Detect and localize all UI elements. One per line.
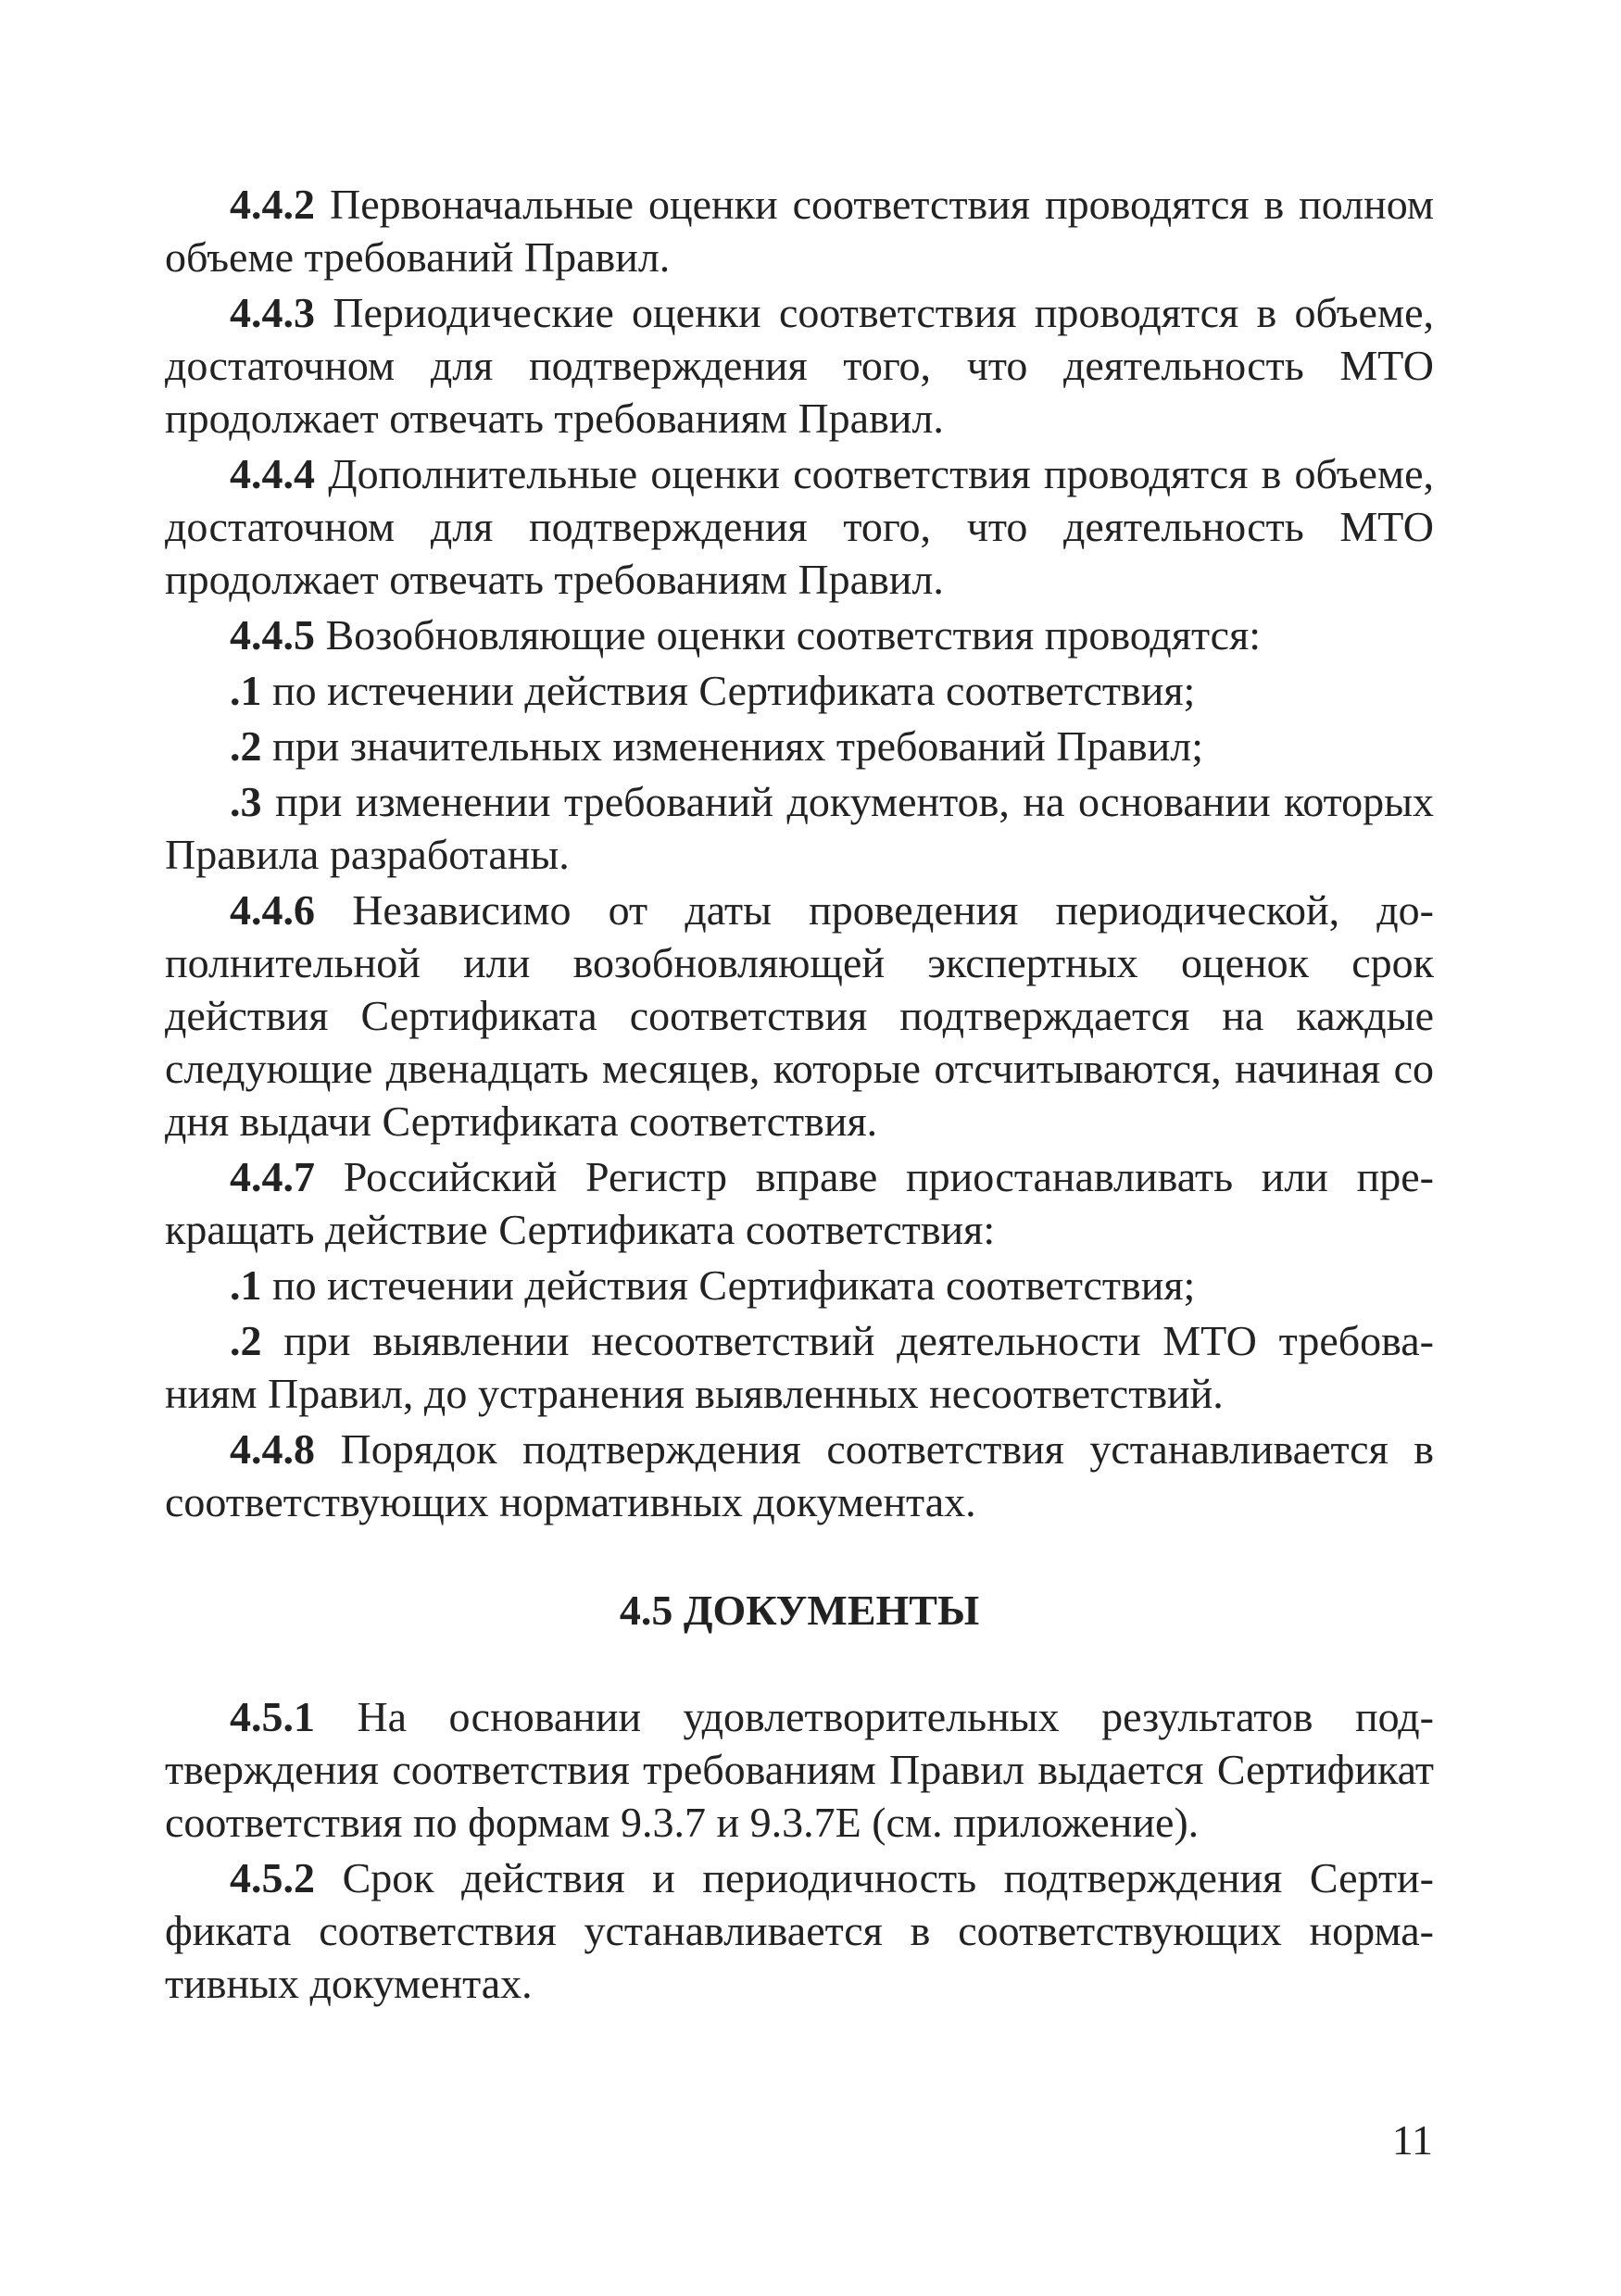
clause-text: Периодические оценки соответствия проводятся в объеме, достаточном для подтверждения того, что деятельность МТО продолжает отвечать требованиям Правил.	[165, 289, 1434, 442]
clause-text: На основании удовлетворительных результатов подтверждения соответствия требованиям Правил выдается Сертификат соответствия по формам 9.3.7 и 9.3.7Е (см. приложение).	[165, 1693, 1434, 1846]
list-item-4-4-5-3	[165, 775, 1434, 881]
list-item-4-4-5-2	[165, 720, 1434, 772]
page-number: 11	[1391, 2116, 1433, 2164]
clause-text: Порядок подтверждения соответствия устанавливается в соответствующих нормативных документах.	[165, 1425, 1434, 1525]
list-text: по истечении действия Сертификата соответствия;	[261, 1261, 1196, 1309]
clause-text: Независимо от даты проведения периодической, дополнительной или возобновляющей экспертных оценок срок действия Сертификата соответствия подтверждается на каждые следующие двенадцать месяцев, которые отсчитываются, начиная со дня выдачи Сертификата соответствия.	[165, 886, 1434, 1145]
list-item-4-4-7-2	[165, 1314, 1434, 1420]
list-number: .2	[230, 722, 262, 770]
paragraph-4-4-3	[165, 286, 1434, 445]
list-number: .1	[230, 667, 262, 714]
clause-number: 4.4.2	[230, 181, 315, 228]
list-number: .3	[230, 778, 262, 825]
paragraph-4-5-2	[165, 1851, 1434, 2010]
clause-text: Первоначальные оценки соответствия проводятся в полном объеме требований Правил.	[165, 181, 1434, 281]
paragraph-4-4-6	[165, 884, 1434, 1148]
clause-number: 4.4.4	[230, 450, 315, 497]
paragraph-4-4-7	[165, 1150, 1434, 1256]
paragraph-4-4-2	[165, 178, 1434, 283]
clause-text: Дополнительные оценки соответствия проводятся в объеме, достаточном для подтверждения того, что деятельность МТО продолжает отвечать требованиям Правил.	[165, 450, 1434, 603]
list-text: при выявлении несоответствий деятельности МТО требованиям Правил, до устранения выявленных несоответствий.	[165, 1317, 1434, 1417]
clause-number: 4.4.7	[230, 1153, 315, 1200]
clause-text: Возобновляющие оценки соответствия проводятся:	[315, 611, 1262, 659]
clause-number: 4.4.8	[230, 1425, 315, 1473]
paragraph-4-4-8	[165, 1423, 1434, 1528]
clause-number: 4.5.1	[230, 1693, 315, 1740]
paragraph-4-4-4	[165, 447, 1434, 606]
list-text: при значительных изменениях требований Правил;	[261, 722, 1203, 770]
list-text: при изменении требований документов, на основании которых Правила разработаны.	[165, 778, 1434, 878]
clause-text: Срок действия и периодичность подтверждения Сертификата соответствия устанавливается в соответствующих нормативных документах.	[165, 1854, 1434, 2007]
clause-number: 4.5.2	[230, 1854, 315, 1901]
list-number: .1	[230, 1261, 262, 1309]
clause-number: 4.4.5	[230, 611, 315, 659]
paragraph-4-5-1	[165, 1690, 1434, 1849]
list-item-4-4-7-1	[165, 1259, 1434, 1311]
clause-text: Российский Регистр вправе приостанавливать или прекращать действие Сертификата соответствия:	[165, 1153, 1434, 1253]
list-item-4-4-5-1	[165, 664, 1434, 717]
list-number: .2	[230, 1317, 262, 1364]
clause-number: 4.4.3	[230, 289, 315, 336]
section-heading-4-5: 4.5 ДОКУМЕНТЫ	[619, 1587, 980, 1634]
document-page	[165, 178, 1434, 2013]
paragraph-4-4-5	[165, 609, 1434, 661]
clause-number: 4.4.6	[230, 886, 315, 934]
list-text: по истечении действия Сертификата соответствия;	[261, 667, 1196, 714]
